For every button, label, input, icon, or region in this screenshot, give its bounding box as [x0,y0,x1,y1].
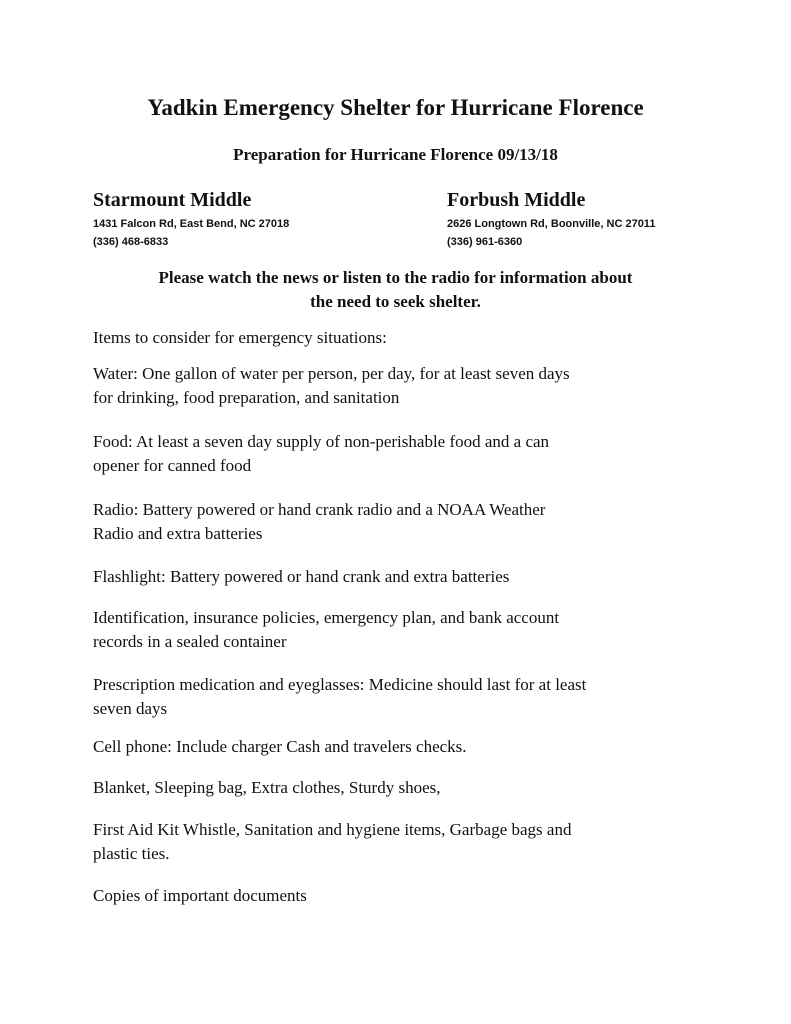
item-food [93,430,713,478]
items-intro: Items to consider for emergency situations: [93,328,387,347]
shelter-notice [70,266,721,314]
item-line: Radio: Battery powered or hand crank radio and a NOAA Weather [93,500,546,519]
item-prescription [93,673,713,721]
shelter-forbush [447,185,655,251]
item-line: Food: At least a seven day supply of non-perishable food and a can [93,432,550,451]
shelter-address: 1431 Falcon Rd, East Bend, NC 27018 [93,218,290,230]
shelter-name: Starmount Middle [93,189,252,211]
item-line: plastic ties. [93,844,170,863]
item-first-aid [93,818,713,866]
item-line: Cell phone: Include charger Cash and travelers checks. [93,737,467,756]
shelter-phone: (336) 468-6833 [93,236,169,248]
shelter-address: 2626 Longtown Rd, Boonville, NC 27011 [447,218,656,230]
document-subtitle: Preparation for Hurricane Florence 09/13/18 [233,145,558,164]
item-identification [93,606,713,654]
item-documents [93,884,713,908]
item-line: seven days [93,699,168,718]
notice-line: the need to seek shelter. [310,292,481,311]
item-water [93,362,713,410]
item-line: Flashlight: Battery powered or hand crank and extra batteries [93,567,510,586]
item-flashlight [93,565,713,589]
document-title: Yadkin Emergency Shelter for Hurricane Florence [147,95,644,120]
item-cell-phone [93,735,713,759]
shelter-starmount [93,185,289,251]
item-line: Copies of important documents [93,886,307,905]
item-line: Water: One gallon of water per person, per day, for at least seven days [93,364,570,383]
item-radio [93,498,713,546]
item-line: records in a sealed container [93,632,287,651]
item-line: Blanket, Sleeping bag, Extra clothes, Sturdy shoes, [93,778,441,797]
shelter-phone: (336) 961-6360 [447,236,523,248]
item-line: Radio and extra batteries [93,524,263,543]
notice-line: Please watch the news or listen to the radio for information about [158,268,633,287]
item-line: Prescription medication and eyeglasses: Medicine should last for at least [93,675,587,694]
item-line: for drinking, food preparation, and sanitation [93,388,400,407]
item-line: Identification, insurance policies, emergency plan, and bank account [93,608,560,627]
item-line: opener for canned food [93,456,252,475]
item-line: First Aid Kit Whistle, Sanitation and hygiene items, Garbage bags and [93,820,572,839]
item-blanket [93,776,713,800]
shelter-name: Forbush Middle [447,189,586,211]
